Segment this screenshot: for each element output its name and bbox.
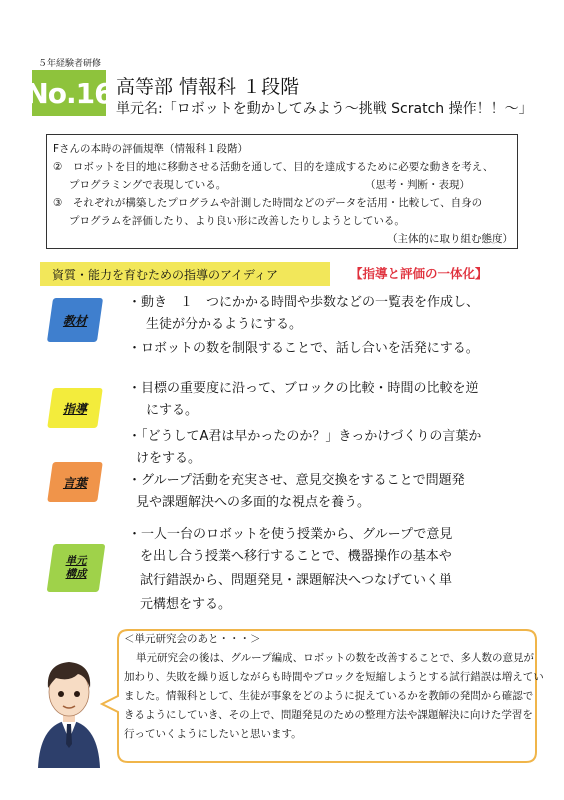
evaluation-item3-line2: プログラムを評価したり、より良い形に改善したりしようとしている。 [69,215,405,227]
tag-words-label: 言葉 [62,475,87,490]
idea-banner-label: 資質・能力を育むための指導のアイディア [52,268,278,282]
evaluation-item3-line1: ③ それぞれが構築したプログラムや計測した時間などのデータを活用・比較して、自身の [53,197,483,209]
reflection-line3: ました。情報科として、生徒が事象をどのように捉えているかを教師の発問から確認で [124,690,534,702]
reflection-text [112,630,544,744]
number-badge: No.16 [32,70,106,116]
evaluation-heading: Fさんの本時の評価規準（情報科１段階） [53,143,249,155]
bullet-6-line4: 元構想をする。 [140,597,232,612]
bullet-3-line2: にする。 [146,403,199,418]
bullet-4-line2: けをする。 [136,451,202,466]
bullet-5-line2: 見や課題解決への多面的な視点を養う。 [136,495,371,510]
tag-material-label: 教材 [62,313,87,328]
evaluation-box [46,134,518,249]
teacher-avatar-icon [32,628,106,768]
reflection-heading: ＜単元研究会のあと・・・＞ [124,633,261,645]
bullet-6-line3: 試行錯誤から、問題発見・課題解決へつなげていく単 [140,573,453,588]
reflection-line4: きるようにしていき、その上で、問題発見のための整理方法や課題解決に向けた学習を [124,709,533,721]
bullet-4-line1: ・「どうしてA君は早かったのか？」きっかけづくりの言葉か [128,429,482,444]
bullet-2-line1: ・ロボットの数を制限することで、話し合いを活発にする。 [128,341,479,356]
reflection-line5: 行っていくようにしたいと思います。 [124,728,302,740]
tag-instruction-label: 指導 [62,401,87,416]
page-title: 高等部 情報科 １段階 [116,76,300,98]
bullet-6-line1: ・一人一台のロボットを使う授業から、グループで意見 [128,527,453,542]
bullet-1-line2: 生徒が分かるようにする。 [146,317,303,332]
bullet-3-line1: ・目標の重要度に沿って、ブロックの比較・時間の比較を逆 [128,381,479,396]
emphasis-title: 【指導と評価の一体化】 [350,266,488,281]
bullet-1-line1: ・動き １ つにかかる時間や歩数などの一覧表を作成し、 [128,295,480,310]
reflection-line2: 加わり、失敗を繰り返しながらも時間やブロックを短縮しようとする試行錯誤は増えてい [124,671,544,683]
evaluation-item3-tag: （主体的に取り組む態度） [387,233,513,245]
unit-title: 単元名:「ロボットを動かしてみよう～挑戦 Scratch 操作！！～」 [116,101,533,117]
reflection-line1: 単元研究会の後は、グループ編成、ロボットの数を改善することで、多人数の意見が [136,652,534,664]
tag-unit-design-label: 単元構成 [65,555,87,580]
evaluation-item2-line2: プログラミングで表現している。 [69,179,227,191]
bullet-6-line2: を出し合う授業へ移行することで、機器操作の基本や [140,549,452,564]
evaluation-item2-tag: （思考・判断・表現） [365,179,470,191]
bullet-5-line1: ・グループ活動を充実させ、意見交換をすることで問題発 [128,473,465,488]
series-label: ５年経験者研修 [38,59,102,69]
evaluation-item2-line1: ② ロボットを目的地に移動させる活動を通して、目的を達成するために必要な動きを考え、 [53,161,494,173]
